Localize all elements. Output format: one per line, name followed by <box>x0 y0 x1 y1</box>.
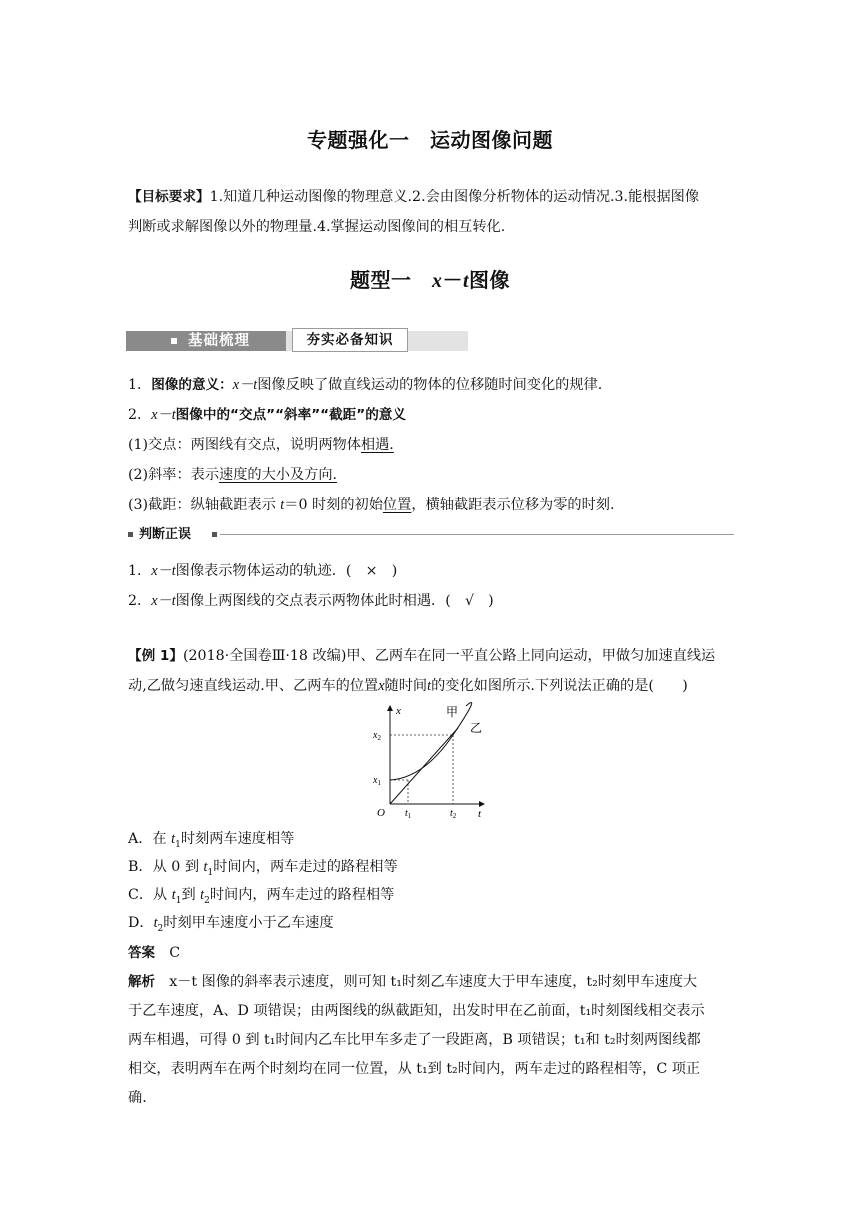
judge-square-icon <box>128 532 133 537</box>
item1-num: 1． <box>128 377 152 393</box>
item1-x: x <box>232 377 240 393</box>
x-axis-label: x <box>396 705 401 717</box>
goals-line-1 <box>128 182 736 212</box>
option-c-t2: t <box>200 887 205 903</box>
q2-t: －t <box>157 593 176 609</box>
analysis-label: 解析 <box>128 974 155 990</box>
q2-num: 2． <box>128 593 152 609</box>
goals-text-1: 1.知道几种运动图像的物理意义.2.会由图像分析物体的运动情况.3.能根据图像 <box>209 189 700 205</box>
banner-box: 夯实必备知识 <box>292 328 408 352</box>
option-b-sub: 1 <box>207 867 214 878</box>
option-a-t: t <box>171 831 176 847</box>
p2-pre: (2)斜率：表示 <box>128 467 220 483</box>
p3-pre: (3)截距：纵轴截距表示 <box>128 497 281 513</box>
section-suffix: 图像 <box>469 268 511 292</box>
item2-x: x <box>151 407 158 423</box>
judge-q1 <box>128 556 736 586</box>
option-c-rest: 时间内，两车走过的路程相等 <box>209 887 395 903</box>
judge-label: 判断正误 <box>139 527 192 542</box>
example-line-2 <box>128 671 736 701</box>
judge-header <box>128 523 734 547</box>
basics-point-1 <box>128 430 736 460</box>
p3-t: t <box>280 497 285 513</box>
item2-num: 2． <box>128 407 152 423</box>
p1-pre: (1)交点：两图线有交点，说明两物体 <box>128 437 361 453</box>
origin-label: O <box>377 807 385 819</box>
option-d-pre: D． <box>128 915 154 931</box>
item1-rest: 图像反映了做直线运动的物体的位移随时间变化的规律. <box>257 377 603 393</box>
section-title <box>0 264 860 293</box>
option-c-pre: C．从 <box>128 887 172 903</box>
item1-t: －t <box>239 377 258 393</box>
option-b-pre: B．从 0 到 <box>128 859 204 875</box>
option-d-sub: 2 <box>157 923 164 934</box>
section-prefix: 题型一 <box>349 268 432 292</box>
t2-label: $t_2$ <box>450 808 457 820</box>
x1-label: $x_1$ <box>373 775 381 787</box>
p2-underline: 速度的大小及方向. <box>219 467 338 483</box>
item1-bold: 图像的意义： <box>151 377 233 393</box>
jia-label: 甲 <box>446 705 459 719</box>
option-c-sub2: 2 <box>204 895 210 906</box>
option-b-rest: 时间内，两车走过的路程相等 <box>213 859 398 875</box>
ex2-pre: 动,乙做匀速直线运动.甲、乙两车的位置 <box>128 678 379 694</box>
ex2-x: x <box>378 678 385 694</box>
judge-q2 <box>128 586 736 616</box>
analysis-line-2: 于乙车速度，A、D 项错误；由两图线的纵截距知，出发时甲在乙前面，t₁时刻图线相交表示 <box>128 1003 705 1019</box>
option-b-t: t <box>203 859 208 875</box>
t1-label: $t_1$ <box>405 808 412 820</box>
analysis-line-5: 确. <box>128 1090 147 1106</box>
answer-label: 答案 <box>128 945 155 961</box>
q1-rest: 图像表示物体运动的轨迹．( × ) <box>175 563 398 579</box>
ex2-rest: 的变化如图所示.下列说法正确的是( ) <box>431 678 688 694</box>
p3-mid: ＝0 时刻的初始 <box>284 497 383 513</box>
item2-t: －t <box>157 407 176 423</box>
item2-bold: 图像中的“交点”“斜率”“截距”的意义 <box>175 407 406 423</box>
q1-t: －t <box>157 563 176 579</box>
judge-divider <box>220 534 734 535</box>
p3-rest: ，横轴截距表示位移为零的时刻. <box>411 497 615 513</box>
option-c-mid: 到 <box>181 887 201 903</box>
section-dash: － <box>442 268 463 292</box>
curve-jia <box>390 703 472 780</box>
analysis-line-4: 相交，表明两车在两个时刻均在同一位置，从 t₁到 t₂时间内，两车走过的路程相等，C 项正 <box>128 1061 701 1077</box>
line-yi <box>390 728 458 804</box>
option-a-rest: 时刻两车速度相等 <box>180 831 295 847</box>
ex2-t: t <box>427 678 432 694</box>
x2-label: $x_2$ <box>373 730 381 742</box>
example-line-1 <box>128 641 736 671</box>
analysis-line-1 <box>128 968 736 996</box>
option-a-pre: A．在 <box>128 831 172 847</box>
analysis-text-1: x－t 图像的斜率表示速度，则可知 t₁时刻乙车速度大于甲车速度，t₂时刻甲车速度大 <box>169 974 698 990</box>
option-a-sub: 1 <box>175 839 181 850</box>
option-c-sub: 1 <box>175 895 182 906</box>
example-label: 【例 1】 <box>128 648 183 664</box>
option-d-rest: 时刻甲车速度小于乙车速度 <box>163 915 334 931</box>
ex2-mid: 随时间 <box>384 678 428 694</box>
t-axis-label: t <box>478 808 482 820</box>
basics-point-3 <box>128 490 736 520</box>
page-title: 专题强化一 运动图像问题 <box>307 128 553 152</box>
yi-label: 乙 <box>470 721 483 735</box>
option-d-t: t <box>153 915 158 931</box>
q2-x: x <box>151 593 158 609</box>
goals-line-2: 判断或求解图像以外的物理量.4.掌握运动图像间的相互转化. <box>128 219 506 235</box>
example-text-1: (2018·全国卷Ⅲ·18 改编)甲、乙两车在同一平直公路上同向运动，甲做匀加速直线运 <box>182 648 716 664</box>
basics-item-2 <box>128 400 736 430</box>
basics-banner <box>126 328 468 354</box>
p1-underline: 相遇. <box>360 437 394 453</box>
q2-rest: 图像上两图线的交点表示两物体此时相遇．( √ ) <box>175 593 494 609</box>
answer-value: C <box>169 945 181 961</box>
xt-figure <box>360 700 500 822</box>
basics-item-1 <box>128 370 736 400</box>
judge-square-icon-2 <box>212 532 217 537</box>
basics-point-2 <box>128 460 736 490</box>
section-var-t: t <box>462 270 470 292</box>
p3-underline: 位置 <box>382 497 412 513</box>
answer-line <box>128 938 736 968</box>
section-var-x: x <box>431 270 443 292</box>
q1-num: 1． <box>128 563 152 579</box>
banner-square-icon <box>171 338 177 344</box>
analysis-line-3: 两车相遇，可得 0 到 t₁时间内乙车比甲车多走了一段距离，B 项错误；t₁和 t₂时刻两图线都 <box>128 1032 701 1048</box>
banner-label: 基础梳理 <box>188 333 250 349</box>
q1-x: x <box>151 563 158 579</box>
goals-label: 【目标要求】 <box>128 189 210 205</box>
option-c-t: t <box>171 887 176 903</box>
